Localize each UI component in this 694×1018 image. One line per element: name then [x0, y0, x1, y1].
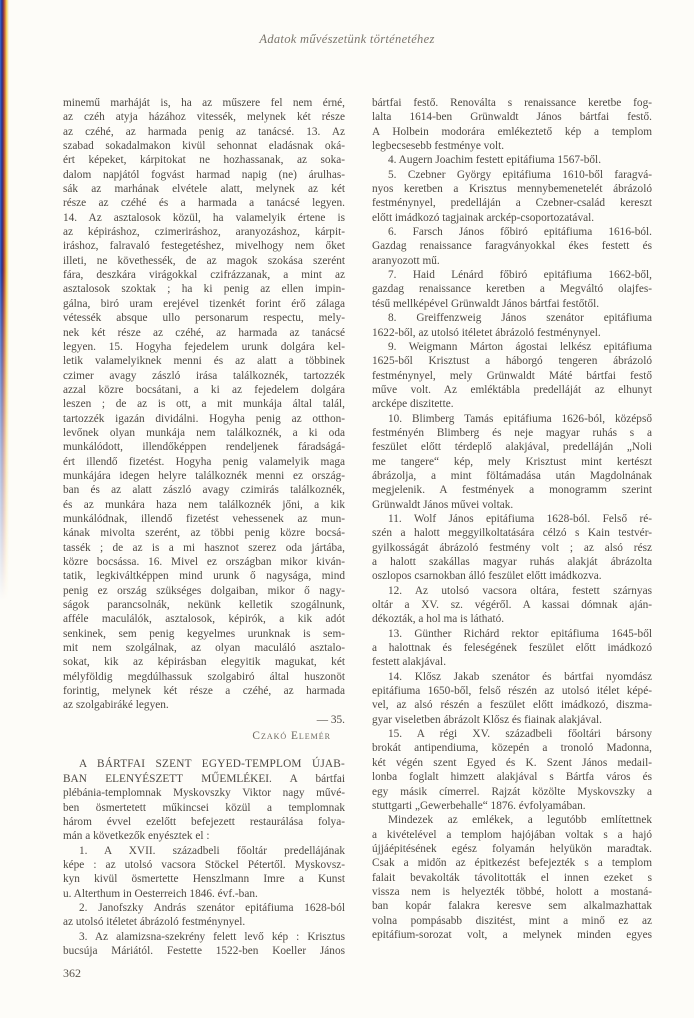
article-heading-line — [63, 772, 345, 786]
text-line: 4. Augern Joachim festett epitáfiuma 1567-ből. — [388, 154, 602, 167]
closing-paragraph — [372, 813, 652, 942]
list-item-15 — [372, 727, 652, 813]
text-line: bucsúja Máriától. Festette 1522-ben Koeller János — [63, 944, 345, 957]
right-column — [372, 96, 652, 942]
text-line: az utolsó itéletet ábrázoló festménynyel. — [63, 916, 246, 929]
list-item-1 — [63, 844, 345, 901]
article-intro-text — [63, 786, 345, 843]
text-line: brokát antipendiuma, közepén a tronoló Madonna, — [372, 742, 652, 755]
text-line: gálna, biró uram erejével tizenkét forint érő zálaga — [63, 297, 345, 310]
list-item-7 — [372, 268, 652, 311]
text-line: tassék ; de az is a mi hasznot szerez oda jártába, — [63, 541, 345, 554]
text-line: ért képeket, kárpitokat ne hozhassanak, az soka- — [63, 154, 345, 167]
text-line: ban kopár falakra keresve sem alkalmazhattak — [372, 900, 652, 913]
text-line: munkálódnak, illendő fizetést vehessenek az mun- — [63, 512, 345, 525]
text-line: tartozzék igazán dividálni. Hogyha penig az otthon- — [63, 412, 345, 425]
text-line: festményén Blimberg és neje magyar ruhás s a — [372, 426, 652, 439]
text-line: 14. Az asztalosok közül, ha valamelyik értene is — [63, 211, 345, 224]
text-line: 5. Czebner György epitáfiuma 1610-ből faragvá- — [388, 168, 652, 181]
text-line: vel, az alsó részén a feszület előtt imádkozó, diszma- — [372, 699, 652, 712]
text-line: gazdag renaissance keretben a Megváltó olajfes- — [372, 283, 652, 296]
text-line: tatik, legkiváltképpen mind urunk ő nagysága, mind — [63, 570, 345, 583]
text-line: ért illendő fizetést. Hogyha penig valamelyik maga — [63, 455, 345, 468]
text-line: ban és az alatt zászló avagy czimirás találkoznék, — [63, 484, 345, 497]
text-line: gyar viseletben ábrázolt Klősz és fiainak alakjával. — [372, 713, 602, 726]
text-line: mit nem szolgálnak, az olyan maculáló asztalo- — [63, 642, 345, 655]
article-heading-caps: BAN ELENYÉSZETT MŰEMLÉKEI. — [63, 772, 272, 785]
text-line: az képiráshoz, czimeriráshoz, aranyozáshoz, kárpit- — [63, 226, 345, 239]
page-number: 362 — [63, 966, 81, 980]
text-line: Csak a midőn az épitkezést befejezték s a templom — [372, 857, 652, 870]
text-line: illeti, ne követhessék, de az magok szokása szerént — [63, 254, 345, 267]
list-item-9 — [372, 340, 652, 412]
text-line: A Holbein modorára emlékeztető kép a templom — [372, 125, 652, 138]
text-line: dalom napjától fogvást harmad napig (ne) árulhas- — [63, 168, 345, 181]
text-line: fára, deszkára virágokkal czifrázzanak, a mint az — [63, 269, 345, 282]
text-line: három évvel ezelőtt befejezett restaurálása folya- — [63, 815, 345, 828]
list-item-2 — [63, 901, 345, 930]
text-line: 7. Haid Lénárd főbiró epitáfiuma 1662-ből, — [388, 269, 652, 282]
article-heading-rest: A bártfai — [271, 772, 345, 785]
text-line: lalta 1614-ben Grünwaldt János bártfai festő. — [372, 111, 652, 124]
text-line: levőnek olyan munkája nem találkoznék, a ki oda — [63, 426, 345, 439]
author-signature: Czakó Elemér — [252, 730, 331, 743]
list-item-14 — [372, 670, 652, 727]
text-line: oszlopos csarnokban álló feszület előtt imádkozva. — [372, 570, 602, 583]
text-line: feszület előtt térdeplő alakjával, predelláján „Noli — [372, 441, 652, 454]
list-item-5 — [372, 168, 652, 225]
text-line: megjelenik. A festmények a monogramm szerint — [372, 484, 652, 497]
text-line: az szolgabiráké legyen. — [63, 699, 169, 712]
text-line: 3. Az alamizsna-szekrény felett levő kép : Krisztus — [79, 930, 345, 943]
text-line: 14. Klősz Jakab szenátor és bártfai nyomdász — [388, 670, 652, 683]
text-line: bártfai festő. Renoválta s renaissance keretbe fog- — [372, 97, 652, 109]
text-line: szén a halott meggyilkoltatására célzó s Kain testvér- — [372, 527, 652, 540]
text-line: munkálódott, illendőképpen rendeljenek fáradságá- — [63, 441, 345, 454]
signoff-number: — 35. — [316, 713, 345, 726]
text-line: leszen ; de az is ott, a mit munkája által talál, — [63, 398, 345, 411]
text-line: aranyozott mű. — [372, 254, 440, 267]
text-line: me tangere“ kép, mely Krisztust mint kertészt — [372, 455, 652, 468]
text-line: 6. Farsch János főbiró epitáfiuma 1616-ból. — [388, 226, 652, 239]
text-line: 10. Blimberg Tamás epitáfiuma 1626-ból, középső — [388, 412, 652, 425]
text-line: 1. A XVII. századbeli főoltár predellájának — [79, 844, 345, 857]
text-line: 9. Weigmann Márton ágostai lelkész epitáfiuma — [388, 340, 652, 353]
text-line: és az munkára haza nem találkoznék jőni, a kik — [63, 498, 345, 511]
text-line: letik valamelyiknek menni és az alatt a többinek — [63, 355, 345, 368]
text-line: Gazdag renaissance faragványokkal ékes festett és — [372, 240, 652, 253]
text-line: nek két része az czéhé, az harmada az tanácsé — [63, 326, 345, 339]
text-line: újjáépitésének egész folyamán helyükön maradtak. — [372, 842, 652, 855]
decree-paragraph — [63, 96, 345, 713]
text-line: sák az marhának elvétele alatt, melynek az két — [63, 183, 345, 196]
text-line: stuttgarti „Gewerbehalle“ 1876. évfolyamában. — [372, 799, 586, 812]
scan-edge-color-strip — [0, 0, 9, 600]
text-line: tésű mellképével Grünwaldt János bártfai festőtől. — [372, 297, 600, 310]
text-line: sokat, kik az képirásban elegyitik magukat, két — [63, 656, 345, 669]
text-line: senkinek, sem penig kegyelmes urunknak is sem- — [63, 627, 345, 640]
text-line: epitáfiuma 1650-ből, felső részén az utolsó itélet képé- — [372, 685, 652, 698]
left-column — [63, 96, 345, 958]
text-line: plébánia-templomnak Myskovszky Viktor nagy művé- — [63, 787, 345, 800]
text-line: része az czéhé és a harmada a tanácsé legyen. — [63, 197, 345, 210]
text-line: u. Alterthum in Oesterreich 1846. évf.-ban. — [63, 887, 258, 900]
article-heading-line: A BÁRTFAI SZENT EGYED-TEMPLOM ÚJAB- — [79, 758, 345, 771]
text-line: festménynyel, predelláján a Czebner-család kereszt — [372, 197, 652, 210]
text-line: szabad sokadalmakon kivül sehonnat eladásnak oká- — [63, 140, 345, 153]
text-line: ben ösmertetett műkincsei közül a templomnak — [63, 801, 345, 814]
text-line: vissza nem is helyezték többé, holott a mostaná- — [372, 885, 652, 898]
text-line: mélyföldig megdúlhassuk szolgabiró által huszonöt — [63, 670, 345, 683]
text-line: műve volt. Az emléktábla predelláját az elhunyt — [372, 383, 652, 396]
text-line: arcképe diszitette. — [372, 398, 454, 411]
text-line: az czéh atyja házához vitessék, melynek két része — [63, 111, 345, 124]
text-line: 13. Günther Richárd rektor epitáfiuma 1645-ből — [388, 627, 652, 640]
list-item-10 — [372, 412, 652, 512]
text-line: képe : az utolsó vacsora Stöckel Pétertől. Myskovsz- — [63, 858, 345, 871]
text-line: vétessék absque ullo personarum respectu, mely- — [63, 312, 345, 325]
article-intro — [63, 757, 345, 843]
running-head: Adatok művészetünk történetéhez — [259, 32, 435, 46]
text-line: 2. Janofszky András szenátor epitáfiuma 1628-ból — [79, 901, 345, 914]
text-line: Grünwaldt János művei voltak. — [372, 498, 514, 511]
text-line: munkájára idegen helyre találkoznék menni ez ország- — [63, 469, 345, 482]
text-line: ságok parancsolnák, nekünk kelletik szogálnunk, — [63, 599, 345, 612]
text-line: mán a következők enyésztek el : — [63, 830, 210, 843]
text-line: volna pompásabb diszitést, mint a minő ez az — [372, 914, 652, 927]
text-line: azzal közre bocsátani, a ki az fejedelem dolgára — [63, 383, 345, 396]
text-line: közre bocsássa. 16. Mivel ez országban mikor kiván- — [63, 556, 345, 568]
text-line: nyos keretben a Krisztus mennybemenetelét ábrázoló — [372, 183, 652, 196]
text-line: kyn kivül ösmertette Henszlmann Imre a Kunst — [63, 873, 345, 886]
list-item-3 — [63, 930, 345, 959]
text-line: 15. A régi XV. századbeli főoltári bársony — [388, 728, 652, 741]
text-line: előtt imádkozó tagjainak arckép-csoportozatával. — [372, 211, 595, 224]
list-item-6 — [372, 225, 652, 268]
text-line: czimer avagy zászló irása találkoznék, tartozzék — [63, 369, 345, 382]
text-line: az czéhé, az harmada penig az tanácsé. 13. Az — [63, 125, 345, 138]
text-line: falait bevakolták távolitották el innen ezeket s — [372, 871, 652, 884]
text-line: oltár a XV. sz. végéről. A kassai dómnak aján- — [372, 599, 652, 612]
list-item-3-continued — [372, 96, 652, 153]
text-line: minemű marháját is, ha az műszere fel nem érné, — [63, 97, 345, 109]
text-line: a halott szakállas magyar ruhás alakját ábrázolta — [372, 556, 652, 568]
text-line: asztalosok szoktak ; ha ki penig az ellen impin- — [63, 283, 345, 296]
text-line: ábrázolja, a mint föltámadása után Magdolnának — [372, 469, 652, 482]
list-item-8 — [372, 311, 652, 340]
text-line: két végén szent Egyed és K. Szent János medail- — [372, 756, 652, 769]
text-line: a kivételével a templom hajójában voltak s a hajó — [372, 828, 652, 841]
list-item-11 — [372, 512, 652, 584]
text-line: kának mivolta szerént, az többi penig közre bocsá- — [63, 527, 345, 540]
text-line: festett alakjával. — [372, 656, 447, 669]
text-line: dékozták, a hol ma is látható. — [372, 613, 505, 626]
text-line: 12. Az utolsó vacsora oltára, festett szárnyas — [388, 584, 652, 597]
list-item-12 — [372, 584, 652, 627]
text-line: epitáfium-sorozat volt, a melynek minden egyes — [372, 928, 652, 941]
text-line: egy másik címerrel. Rajzát közölte Myskovszky a — [372, 785, 652, 798]
text-line: gyilkosságát ábrázoló festmény volt ; az alsó rész — [372, 541, 652, 554]
text-line: Mindezek az emlékek, a legutóbb említettnek — [388, 814, 652, 827]
text-line: 1625-ből Krisztust a háborgó tengeren ábrázoló — [372, 355, 652, 368]
list-item-4 — [372, 153, 652, 167]
text-line: penig ez ország szükséges dolgaiban, mikor ő nagy- — [63, 584, 345, 597]
text-line: legbecsesebb festménye volt. — [372, 140, 505, 153]
text-line: afféle maculálók, asztalosok, képirók, a kik adót — [63, 613, 345, 626]
text-line: forintig, melynek két része a czéhé, az harmada — [63, 685, 345, 698]
text-line: legyen. 15. Hogyha fejedelem urunk dolgára kel- — [63, 340, 345, 353]
text-line: 11. Wolf János epitáfiuma 1628-ból. Felső ré- — [388, 512, 652, 525]
text-line: iráshoz, falravaló festegetéshez, mivelhogy nem őket — [63, 240, 345, 253]
text-line: lonba foglalt himzett alakjával s Bártfa város és — [372, 771, 652, 784]
list-item-13 — [372, 627, 652, 670]
text-line: 8. Greiffenzweig János szenátor epitáfiuma — [388, 312, 652, 325]
text-line: 1622-ből, az utolsó itéletet ábrázoló festménynyel. — [372, 326, 601, 339]
text-line: festménynyel, mely Grünwaldt Máté bártfai festő — [372, 369, 652, 382]
text-line: a halottnak és feleségének feszület előtt imádkozó — [372, 642, 652, 655]
